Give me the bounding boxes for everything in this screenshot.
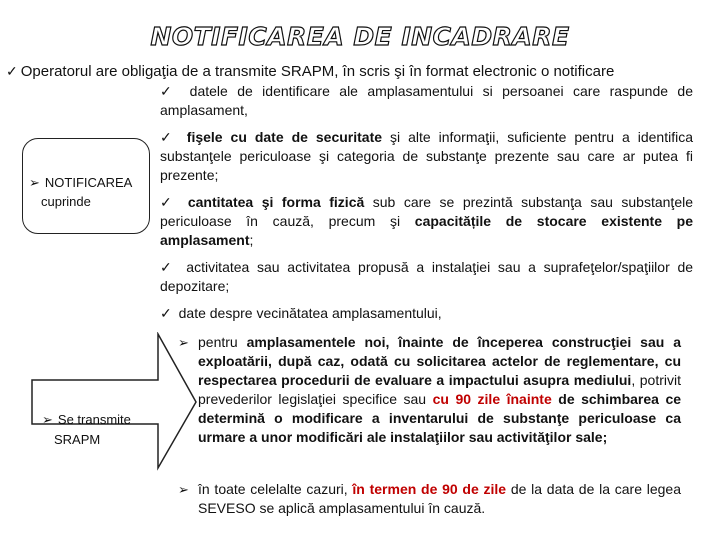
checkmark-icon: ✓ — [160, 194, 177, 210]
item-text: de la data de la care legea SEVESO se aplică amplasamentului în cauză. — [198, 481, 681, 516]
item-bold-text: capacitățile de stocare existente pe amplasament — [160, 213, 694, 248]
checkmark-icon: ✓ — [160, 259, 176, 275]
arrow-right-icon: ➢ — [178, 335, 189, 350]
page-title: NOTIFICAREA DE INCADRARE — [150, 22, 570, 51]
item-bold-text: fişele cu date de securitate — [186, 129, 383, 145]
transmite-arrow-box — [30, 332, 200, 472]
item-text: pentru — [198, 334, 247, 350]
checkmark-icon: ✓ — [160, 129, 176, 145]
list-item — [160, 128, 693, 185]
srapm-label: SRAPM — [54, 432, 101, 447]
item-bold-text: amplasamentele noi, înainte de începerea construcţiei sau a exploatării, după caz, odată cu solicitarea actelor de reglementare, cu respectarea procedurii de evaluare a impactului asupra mediului — [198, 334, 681, 388]
list-item — [178, 480, 681, 518]
item-text: activitatea sau activitatea propusă a instalaţiei sau a suprafeţelor/spaţiilor de depozitare; — [160, 259, 694, 294]
item-text: , potrivit prevederilor legislaţiei specifice sau — [198, 372, 681, 407]
arrow-shape-icon — [30, 332, 200, 472]
item-text: în toate celelalte cazuri, — [198, 481, 353, 497]
intro-text: Operatorul are obligaţia de a transmite SRAPM, în scris şi în format electronic o notificare — [20, 63, 615, 80]
item-red-text: cu 90 zile înainte — [432, 391, 552, 407]
notification-content-list — [160, 82, 693, 331]
item-text: ; — [249, 232, 254, 248]
item-text: date despre vecinătatea amplasamentului, — [178, 305, 442, 321]
notificarea-box — [22, 138, 150, 234]
item-text: şi alte informaţii, suficiente pentru a identifica substanţele periculoase şi categoria de substanţe prezente sau care ar putea fi prezente; — [160, 129, 694, 183]
deadline-list — [178, 333, 681, 518]
list-item — [160, 258, 693, 296]
intro-line — [6, 63, 614, 80]
arrow-right-icon: ➢ — [29, 175, 40, 190]
cuprinde-label: cuprinde — [41, 194, 91, 209]
list-item — [160, 82, 693, 120]
notificarea-label: NOTIFICAREA — [44, 175, 133, 190]
transmite-label: Se transmite — [57, 412, 131, 427]
checkmark-icon: ✓ — [6, 63, 18, 79]
arrow-right-icon: ➢ — [178, 482, 189, 497]
item-text: datele de identificare ale amplasamentului si persoanei care raspunde de amplasament, — [160, 83, 693, 118]
item-red-text: în termen de 90 de zile — [352, 481, 507, 497]
list-item — [160, 304, 693, 323]
arrow-right-icon: ➢ — [42, 412, 53, 427]
checkmark-icon: ✓ — [160, 83, 178, 99]
list-item — [178, 333, 681, 447]
item-text: sub care se prezintă substanţa sau substanţele periculoase în cauză, precum şi — [160, 194, 694, 229]
list-item — [160, 193, 693, 250]
checkmark-icon: ✓ — [160, 305, 172, 321]
item-bold-text: de schimbarea ce determină o modificare a inventarului de substanţe periculoase ca urmare a unor modificări ale instalaţiilor sau activităţilor sale; — [198, 391, 682, 445]
item-bold-text: cantitatea şi forma fizică — [187, 194, 365, 210]
